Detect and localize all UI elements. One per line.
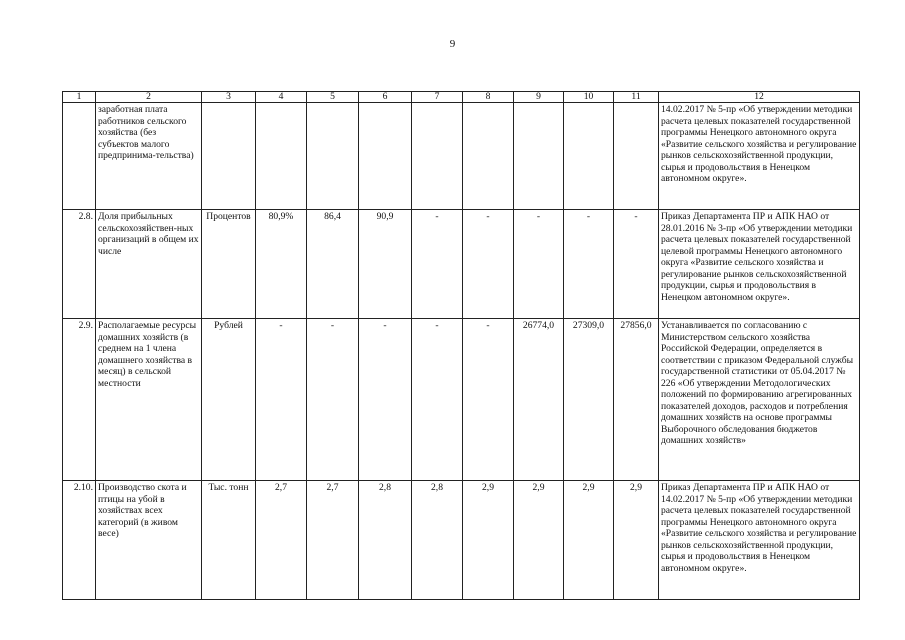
- col-header: 4: [256, 92, 307, 103]
- value-cell: 2,8: [359, 481, 412, 600]
- value-cell: [564, 103, 614, 210]
- indicator-name: Производство скота и птицы на убой в хозяйствах всех категорий (в живом весе): [96, 481, 202, 600]
- row-number: 2.8.: [63, 210, 96, 319]
- col-header: 10: [564, 92, 614, 103]
- indicator-name: заработная плата работников сельского хозяйства (без субъектов малого предпринима-тельства): [96, 103, 202, 210]
- row-number: [63, 103, 96, 210]
- unit: Процентов: [202, 210, 256, 319]
- value-cell: 2,9: [514, 481, 564, 600]
- value-cell: 27856,0: [614, 319, 659, 481]
- value-cell: -: [412, 210, 463, 319]
- col-header: 3: [202, 92, 256, 103]
- unit: [202, 103, 256, 210]
- value-cell: -: [412, 319, 463, 481]
- col-header: 7: [412, 92, 463, 103]
- value-cell: -: [564, 210, 614, 319]
- table-row: [63, 103, 860, 210]
- value-cell: -: [359, 319, 412, 481]
- col-header: 8: [463, 92, 514, 103]
- basis-text: Устанавливается по согласованию с Министерством сельского хозяйства Российской Федерации, определяется в соответствии с приказом Федеральной службы государственной статистики от 05.04.2017 № 226 «Об утверждении Методологических положений по формированию агрегированных показателей доходов, расходов и потребления домашних хозяйств на основе программы Выборочного обследования бюджетов домашних хозяйств»: [659, 319, 860, 481]
- unit: Рублей: [202, 319, 256, 481]
- col-header: 9: [514, 92, 564, 103]
- basis-text: 14.02.2017 № 5-пр «Об утверждении методики расчета целевых показателей государственной программы Ненецкого автономного округа «Развитие сельского хозяйства и регулирование рынков сельскохозяйственной продукции, сырья и продовольствия в Ненецком автономном округе».: [659, 103, 860, 210]
- value-cell: 86,4: [307, 210, 359, 319]
- unit: Тыс. тонн: [202, 481, 256, 600]
- value-cell: -: [614, 210, 659, 319]
- col-header: 12: [659, 92, 860, 103]
- value-cell: 26774,0: [514, 319, 564, 481]
- value-cell: 2,7: [256, 481, 307, 600]
- table-row: [63, 319, 860, 481]
- indicators-table: [62, 91, 860, 600]
- basis-text: Приказ Департамента ПР и АПК НАО от 14.02.2017 № 5-пр «Об утверждении методики расчета целевых показателей государственной программы Ненецкого автономного округа «Развитие сельского хозяйства и регулирование рынков сельскохозяйственной продукции, сырья и продовольствия в Ненецком автономном округе».: [659, 481, 860, 600]
- value-cell: -: [307, 319, 359, 481]
- value-cell: [614, 103, 659, 210]
- page-number: 9: [449, 38, 456, 50]
- value-cell: 27309,0: [564, 319, 614, 481]
- indicator-name: Располагаемые ресурсы домашних хозяйств (в среднем на 1 члена домашнего хозяйства в месяц) в сельской местности: [96, 319, 202, 481]
- value-cell: [514, 103, 564, 210]
- value-cell: [412, 103, 463, 210]
- col-header: 2: [96, 92, 202, 103]
- value-cell: 2,7: [307, 481, 359, 600]
- table-row: [63, 481, 860, 600]
- value-cell: 2,9: [614, 481, 659, 600]
- value-cell: [256, 103, 307, 210]
- value-cell: -: [463, 210, 514, 319]
- row-number: 2.10.: [63, 481, 96, 600]
- indicator-name: Доля прибыльных сельскохозяйствен-ных организаций в общем их числе: [96, 210, 202, 319]
- value-cell: -: [256, 319, 307, 481]
- value-cell: 90,9: [359, 210, 412, 319]
- col-header: 5: [307, 92, 359, 103]
- value-cell: [463, 103, 514, 210]
- value-cell: 2,9: [463, 481, 514, 600]
- value-cell: 2,8: [412, 481, 463, 600]
- value-cell: 2,9: [564, 481, 614, 600]
- value-cell: 80,9%: [256, 210, 307, 319]
- col-header: 1: [63, 92, 96, 103]
- value-cell: -: [463, 319, 514, 481]
- value-cell: -: [514, 210, 564, 319]
- header-row: [63, 92, 860, 103]
- col-header: 6: [359, 92, 412, 103]
- col-header: 11: [614, 92, 659, 103]
- row-number: 2.9.: [63, 319, 96, 481]
- value-cell: [359, 103, 412, 210]
- basis-text: Приказ Департамента ПР и АПК НАО от 28.01.2016 № 3-пр «Об утверждении методики расчета целевых показателей государственной целевой программы Ненецкого автономного округа «Развитие сельского хозяйства и регулирование рынков сельскохозяйственной продукции, сырья и продовольствия в Ненецком автономном округе».: [659, 210, 860, 319]
- value-cell: [307, 103, 359, 210]
- table-row: [63, 210, 860, 319]
